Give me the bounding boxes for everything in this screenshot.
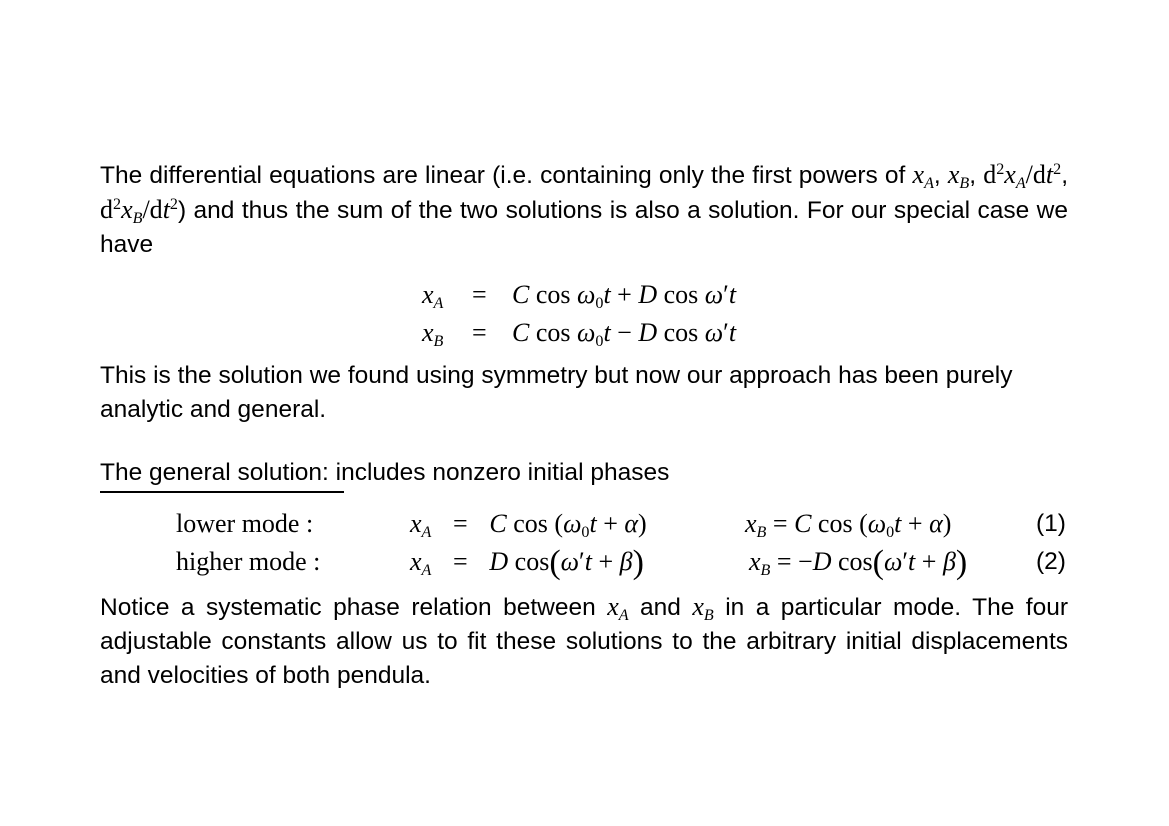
intro-text-end: ) and thus the sum of the two solutions is also a solution. For our special case we have (100, 197, 1068, 258)
math-xA-inline: $x_A$ (607, 592, 629, 624)
separator: , (1061, 162, 1068, 189)
general-solution-rest: includes nonzero initial phases (328, 459, 670, 486)
equation-number-2: (2) (1036, 548, 1066, 575)
intro-paragraph (100, 158, 1068, 262)
special-eq-rhs-2: C $\cos \omega_0t - D$ cos ω′t (512, 318, 737, 350)
higher-mode-label: higher mode : (176, 547, 321, 576)
phase-text-end: in a particular mode. The four adjustable constants allow us to fit these solutions to the arbitrary initial displacements and velocities of both pendula. (100, 594, 1068, 689)
special-eq-equals-1: = (472, 280, 487, 309)
separator: , (969, 162, 984, 189)
symmetry-paragraph: This is the solution we found using symmetry but now our approach has been purely analytic and general. (100, 362, 1013, 423)
special-eq-rhs-1: C $\cos \omega_0t + D$ cos ω′t (512, 280, 737, 312)
math-second-derivative-xA: $d^2x_A/dt^2$ (983, 160, 1062, 192)
phase-text-and: and (628, 594, 693, 621)
math-xA: $x_A$ (912, 160, 934, 192)
special-eq-row-1: $x_A$ (422, 280, 444, 312)
phase-relation-paragraph (100, 590, 1068, 693)
equation-number-1: (1) (1036, 510, 1066, 537)
separator: , (933, 162, 948, 189)
lower-mode-label: lower mode : (176, 509, 314, 538)
special-eq-equals-2: = (472, 318, 487, 347)
lower-mode-eq-b: $x_B = C$ $\cos (\omega_0t + \alpha)$ (745, 509, 952, 541)
math-xB-inline: $x_B$ (692, 592, 714, 624)
general-solution-heading (100, 456, 1068, 490)
math-xB: $x_B$ (947, 160, 970, 192)
special-eq-row-2: $x_B$ (422, 318, 444, 350)
general-solution-underlined: The general solution: (100, 459, 329, 486)
higher-mode-eq-a: $x_A = D$ cos(ω′t + β) (410, 544, 644, 581)
math-second-derivative-xB: $d^2x_B/dt^2$ (100, 195, 178, 227)
higher-mode-eq-b: $x_B = -D$ cos(ω′t + β) (749, 544, 968, 581)
lower-mode-eq-a: $x_A = C$ $\cos (\omega_0t + \alpha)$ (410, 509, 647, 541)
heading-underline (100, 491, 344, 493)
intro-text-start: The differential equations are linear (i.e. containing only the first powers of (100, 162, 913, 189)
phase-text-start: Notice a systematic phase relation between (100, 594, 608, 621)
